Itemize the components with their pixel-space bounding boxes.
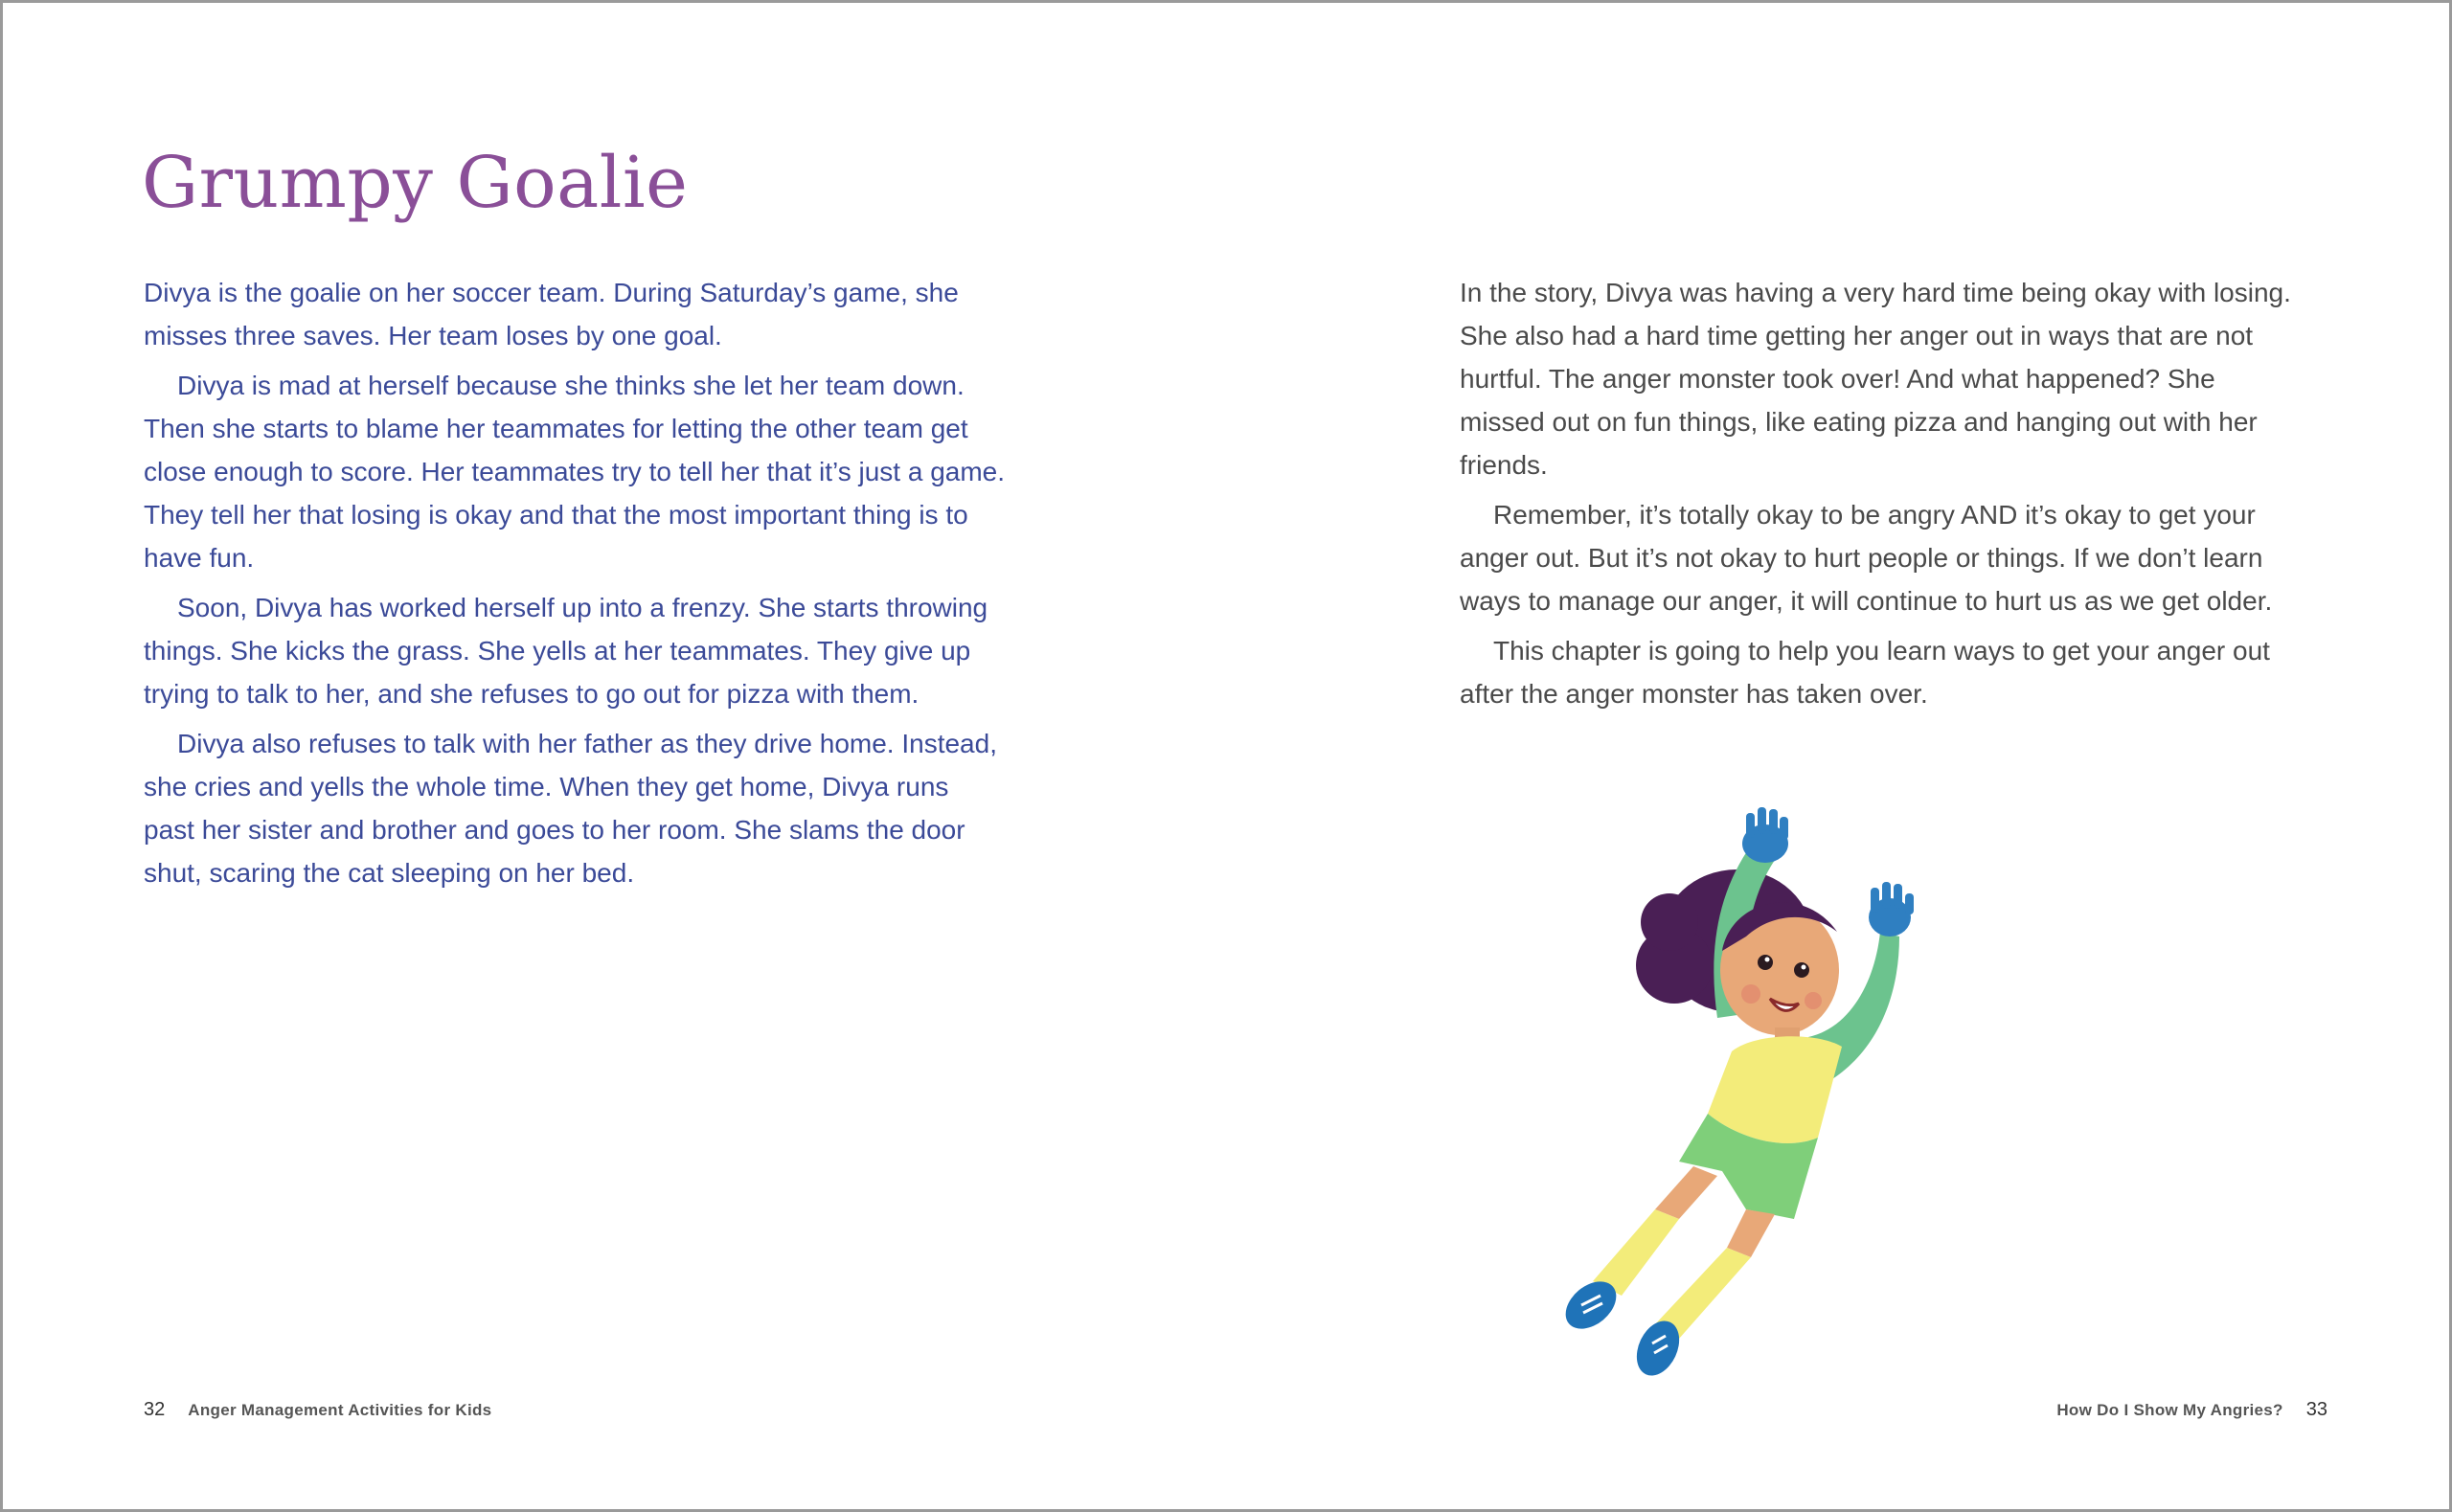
story-paragraph: Divya also refuses to talk with her father as they drive home. Instead, she cries and yells the whole time. When they get home, Divya runs past her sister and brother and goes to her room. She slams the door shut, scaring the cat sleeping on her bed. — [144, 729, 997, 888]
story-paragraph: Soon, Divya has worked herself up into a frenzy. She starts throwing things. She kicks the grass. She yells at her teammates. They give up trying to talk to her, and she refuses to go out for pizza with them. — [144, 593, 988, 709]
goalie-illustration — [1487, 807, 2024, 1420]
story-paragraph: Divya is mad at herself because she thinks she let her team down. Then she starts to blame her teammates for letting the other team get close enough to score. Her teammates try to tell her that it’s just a game. They tell her that losing is okay and that the most important thing is to have fun. — [144, 371, 1006, 573]
story-text — [144, 271, 1006, 901]
right-footer — [2056, 1399, 2327, 1421]
page-title: Grumpy Goalie — [142, 142, 689, 224]
left-page — [3, 3, 1229, 1509]
body-paragraph: This chapter is going to help you learn ways to get your anger out after the anger monster has taken over. — [1460, 636, 2270, 709]
hair-puff — [1641, 893, 1698, 951]
right-glove — [1869, 882, 1914, 937]
story-paragraph: Divya is the goalie on her soccer team. During Saturday’s game, she misses three saves. Her team loses by one goal. — [144, 278, 959, 350]
right-page — [1229, 3, 2452, 1509]
page-number: 33 — [2305, 1399, 2327, 1420]
eye — [1758, 955, 1773, 970]
chapter-title: How Do I Show My Angries? — [2056, 1401, 2283, 1419]
reflection-text — [1460, 271, 2303, 722]
left-footer — [144, 1399, 491, 1421]
book-title: Anger Management Activities for Kids — [188, 1401, 492, 1419]
body-paragraph: Remember, it’s totally okay to be angry AND it’s okay to get your anger out. But it’s not okay to hurt people or things. If we don’t learn ways to manage our anger, it will continue to hurt us as we get older. — [1460, 500, 2273, 616]
eye — [1794, 962, 1809, 978]
page-number: 32 — [144, 1399, 166, 1420]
body-paragraph: In the story, Divya was having a very hard time being okay with losing. She also had a hard time getting her anger out in ways that are not hurtful. The anger monster took over! And what happened? She missed out on fun things, like eating pizza and hanging out with her friends. — [1460, 278, 2291, 480]
left-glove — [1742, 807, 1788, 863]
